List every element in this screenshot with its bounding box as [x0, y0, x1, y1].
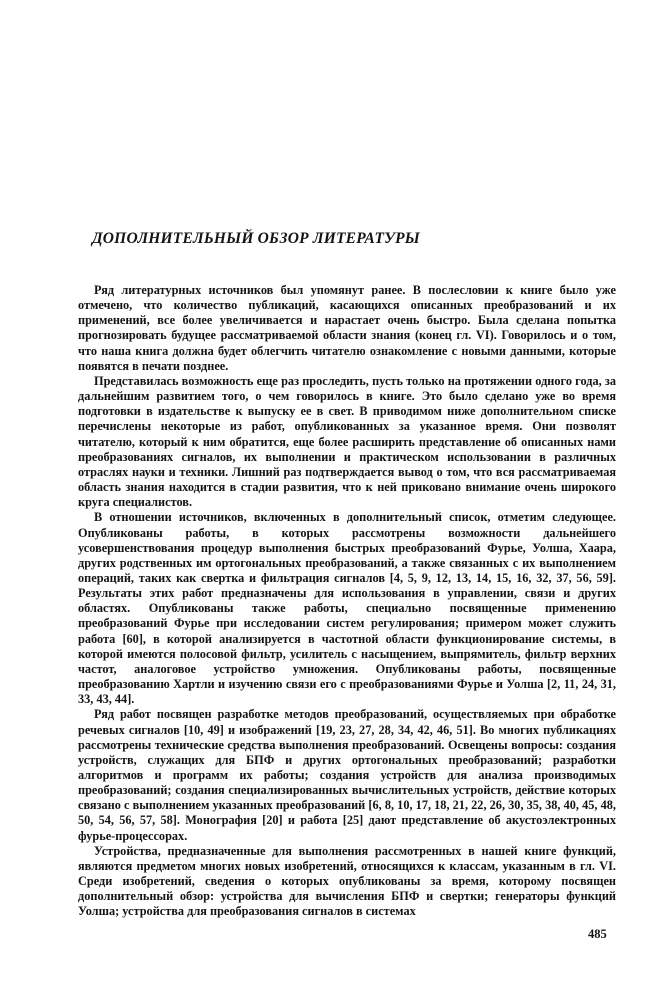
- paragraph: Представилась возможность еще раз проследить, пусть только на протяжении одного года, за дальнейшим развитием того, о чем говорилось в книге. Это было сделано уже во время подготовки в издательстве к выпуску ее в свет. В приводимом ниже дополнительном списке перечислены некоторые из работ, опубликованных за указанное время. Они позволят читателю, который к ним обратится, еще более расширить представление об описанных нами преобразованиях сигналов, их выполнении и практическом использовании в различных отраслях науки и техники. Лишний раз подтверждается вывод о том, что вся рассматриваемая область знания находится в стадии развития, что к ней приковано внимание очень широкого круга специалистов.: [78, 373, 616, 510]
- paragraph: Ряд работ посвящен разработке методов преобразований, осуществляемых при обработке речевых сигналов [10, 49] и изображений [19, 23, 27, 28, 34, 42, 46, 51]. Во многих публикациях рассмотрены технические средства выполнения преобразований. Освещены вопросы: создания устройств, служащих для БПФ и других ортогональных преобразований; разработки алгоритмов и программ их работы; создания устройств для анализа производимых преобразований; создания специализированных вычислительных устройств, действие которых связано с выполнением указанных преобразований [6, 8, 10, 17, 18, 21, 22, 26, 30, 35, 38, 40, 45, 48, 50, 54, 56, 57, 58]. Монография [20] и работа [25] дают представление об акустоэлектронных фурье-процессорах.: [78, 707, 616, 843]
- chapter-heading: ДОПОЛНИТЕЛЬНЫЙ ОБЗОР ЛИТЕРАТУРЫ: [92, 230, 420, 247]
- paragraph: Устройства, предназначенные для выполнения рассмотренных в нашей книге функций, являются предметом многих новых изобретений, относящихся к классам, указанным в гл. VI. Среди изобретений, сведения о которых опубликованы за время, которому посвящен дополнительный обзор: устройства для вычисления БПФ и свертки; генераторы функций Уолша; устройства для преобразования сигналов в системах: [78, 843, 616, 919]
- paragraph: В отношении источников, включенных в дополнительный список, отметим следующее. Опубликованы работы, в которых рассмотрены возможности дальнейшего усовершенствования процедур выполнения быстрых преобразований Фурье, Уолша, Хаара, других родственных им ортогональных преобразований, а также связанных с их выполнением операций, таких как свертка и фильтрация сигналов [4, 5, 9, 12, 13, 14, 15, 16, 32, 37, 56, 59]. Результаты этих работ предназначены для использования в управлении, связи и других областях. Опубликованы также работы, специально посвященные применению преобразований Фурье при исследовании систем регулирования; примером может служить работа [60], в которой анализируется в частотной области функционирование системы, в которой имеются полосовой фильтр, усилитель с насыщением, выпрямитель, фильтр верхних частот, аналоговое устройство умножения. Опубликованы работы, посвященные преобразованию Хартли и изучению связи его с преобразованиями Фурье и Уолша [2, 11, 24, 31, 33, 43, 44].: [78, 510, 616, 707]
- paragraph: Ряд литературных источников был упомянут ранее. В послесловии к книге было уже отмечено, что количество публикаций, касающихся описанных преобразований и их применений, все более увеличивается и нарастает очень быстро. Была сделана попытка прогнозировать будущее рассматриваемой области знания (конец гл. VI). Говорилось и о том, что наша книга должна будет облегчить читателю ознакомление с новыми данными, которые появятся в печати позднее.: [78, 283, 616, 373]
- body-text: [78, 283, 616, 920]
- page-number: 485: [588, 927, 607, 941]
